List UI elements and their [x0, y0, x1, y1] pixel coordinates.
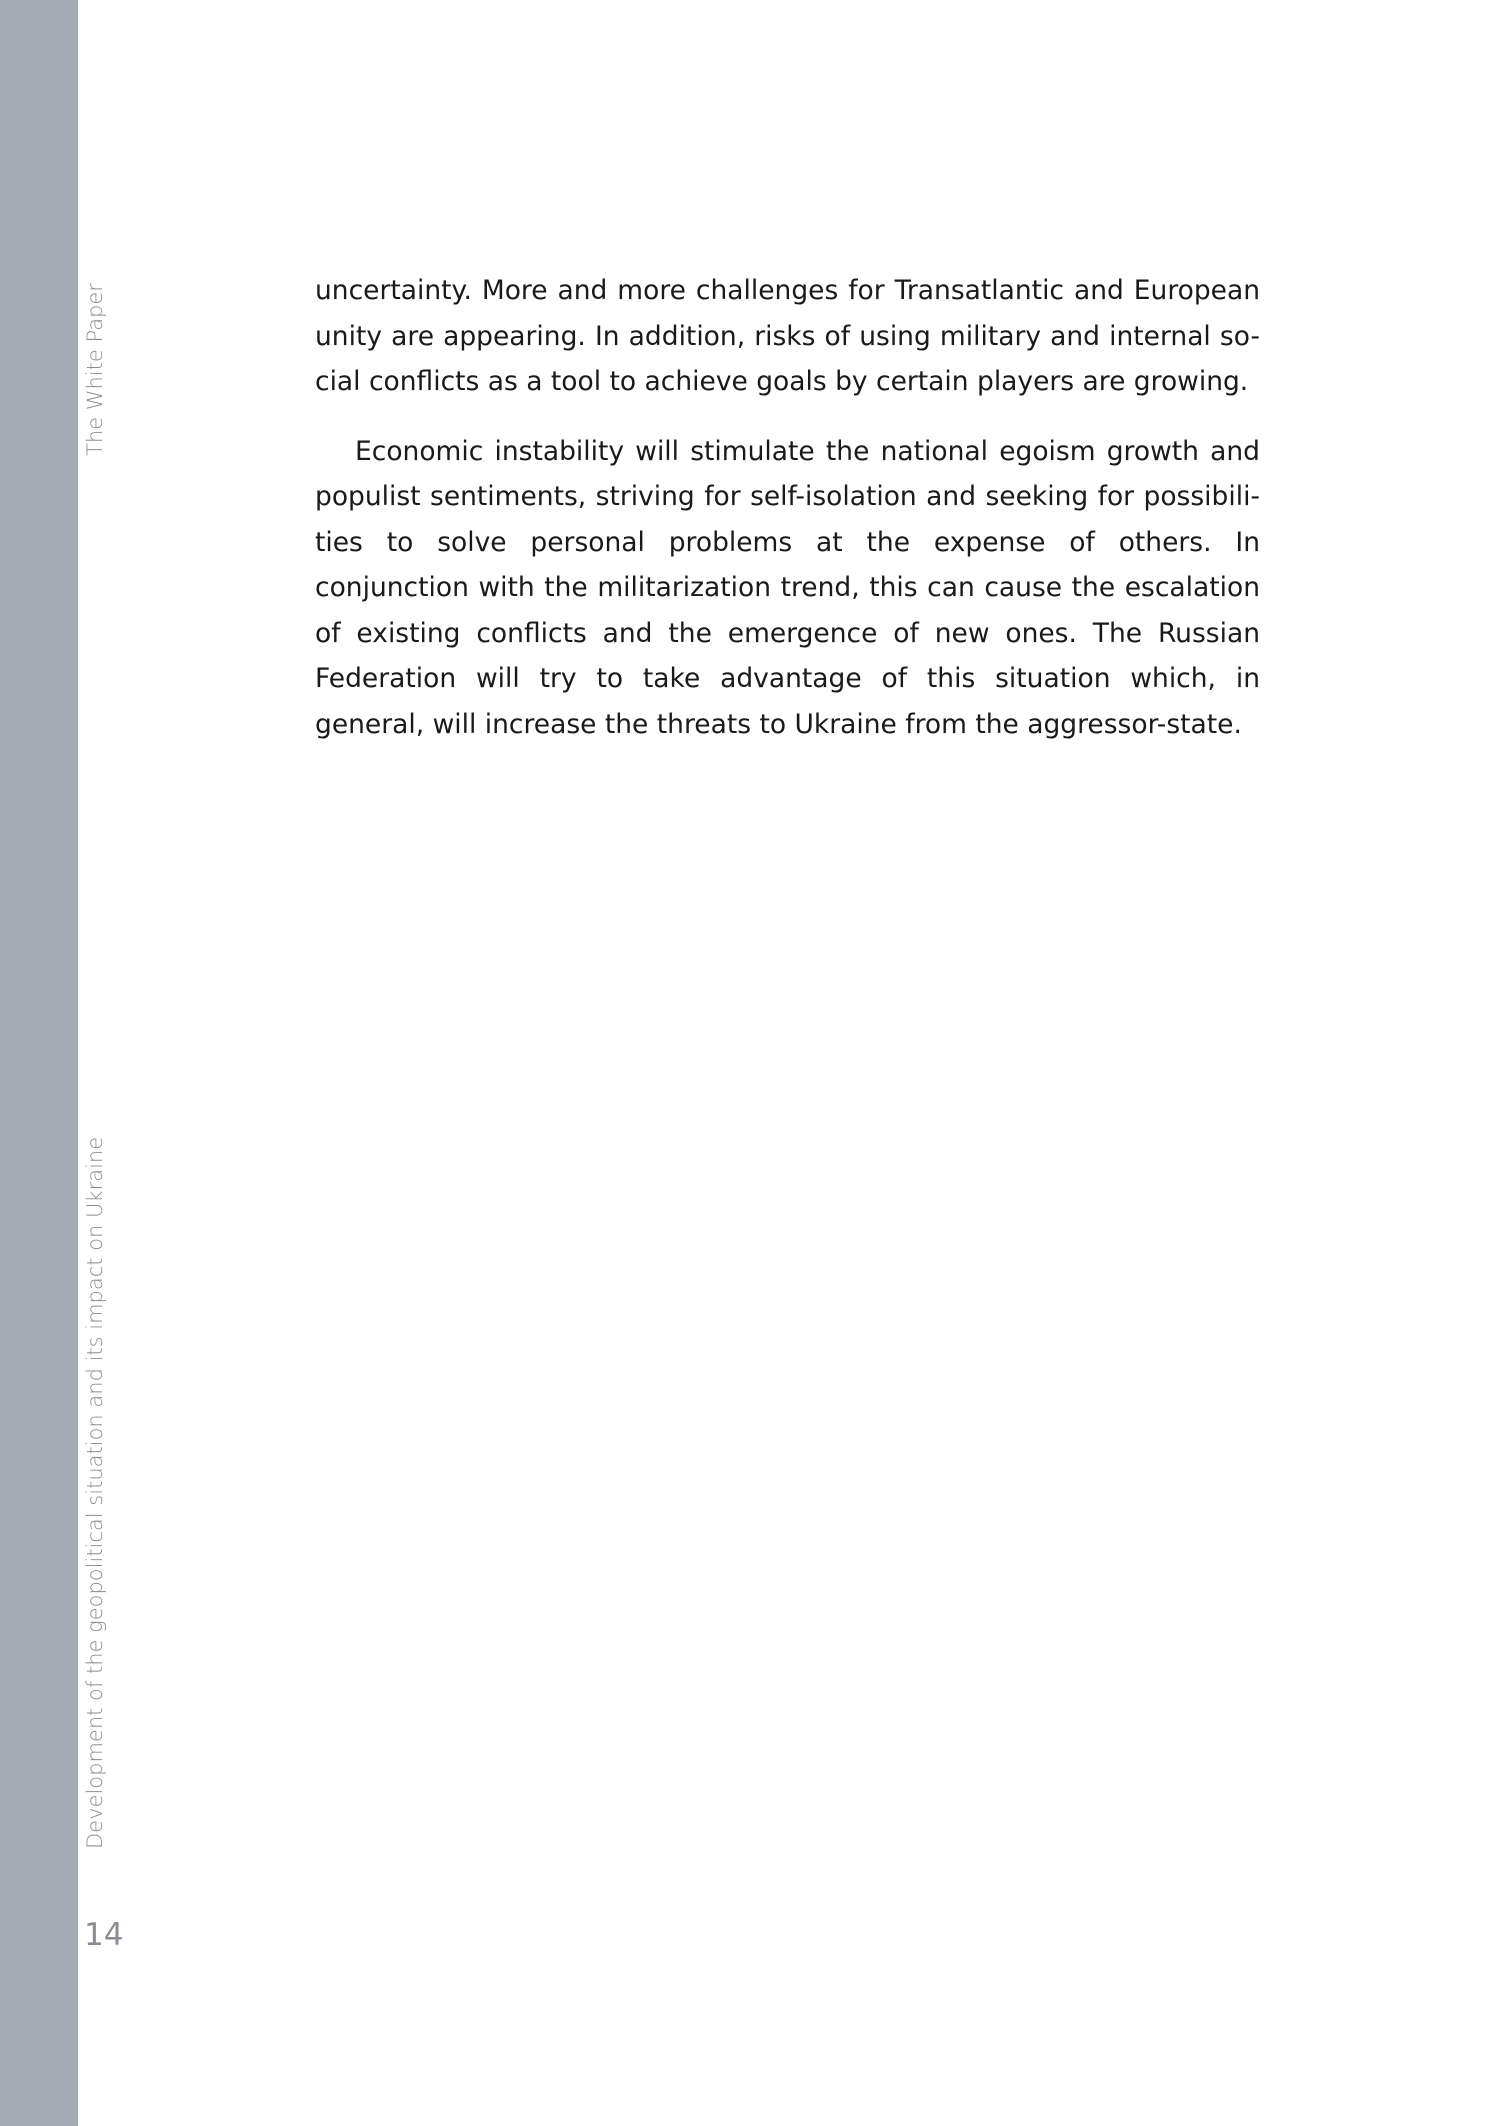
- paragraph: Economic instability will stimulate the national egoism growth and populist sentiments, striving for self-isolation and seeking for possibili-ties to solve personal problems at the expense of others. In conjunction with the militarization trend, this can cause the escalation of existing conflicts and the emergence of new ones. The Russian Federation will try to take advantage of this situation which, in general, will increase the threats to Ukraine from the aggressor-state.: [315, 435, 1260, 740]
- page-number: 14: [84, 1917, 124, 1953]
- running-title: The White Paper: [83, 283, 107, 456]
- body-text: [315, 268, 1260, 771]
- side-band: [0, 0, 78, 2126]
- paragraph-continued: uncertainty. More and more challenges for Transatlantic and European unity are appearing. In addition, risks of using military and internal so-cial conflicts as a tool to achieve goals by certain players are growing.: [315, 275, 1260, 397]
- running-section-title: Development of the geopolitical situation and its impact on Ukraine: [83, 1136, 107, 1849]
